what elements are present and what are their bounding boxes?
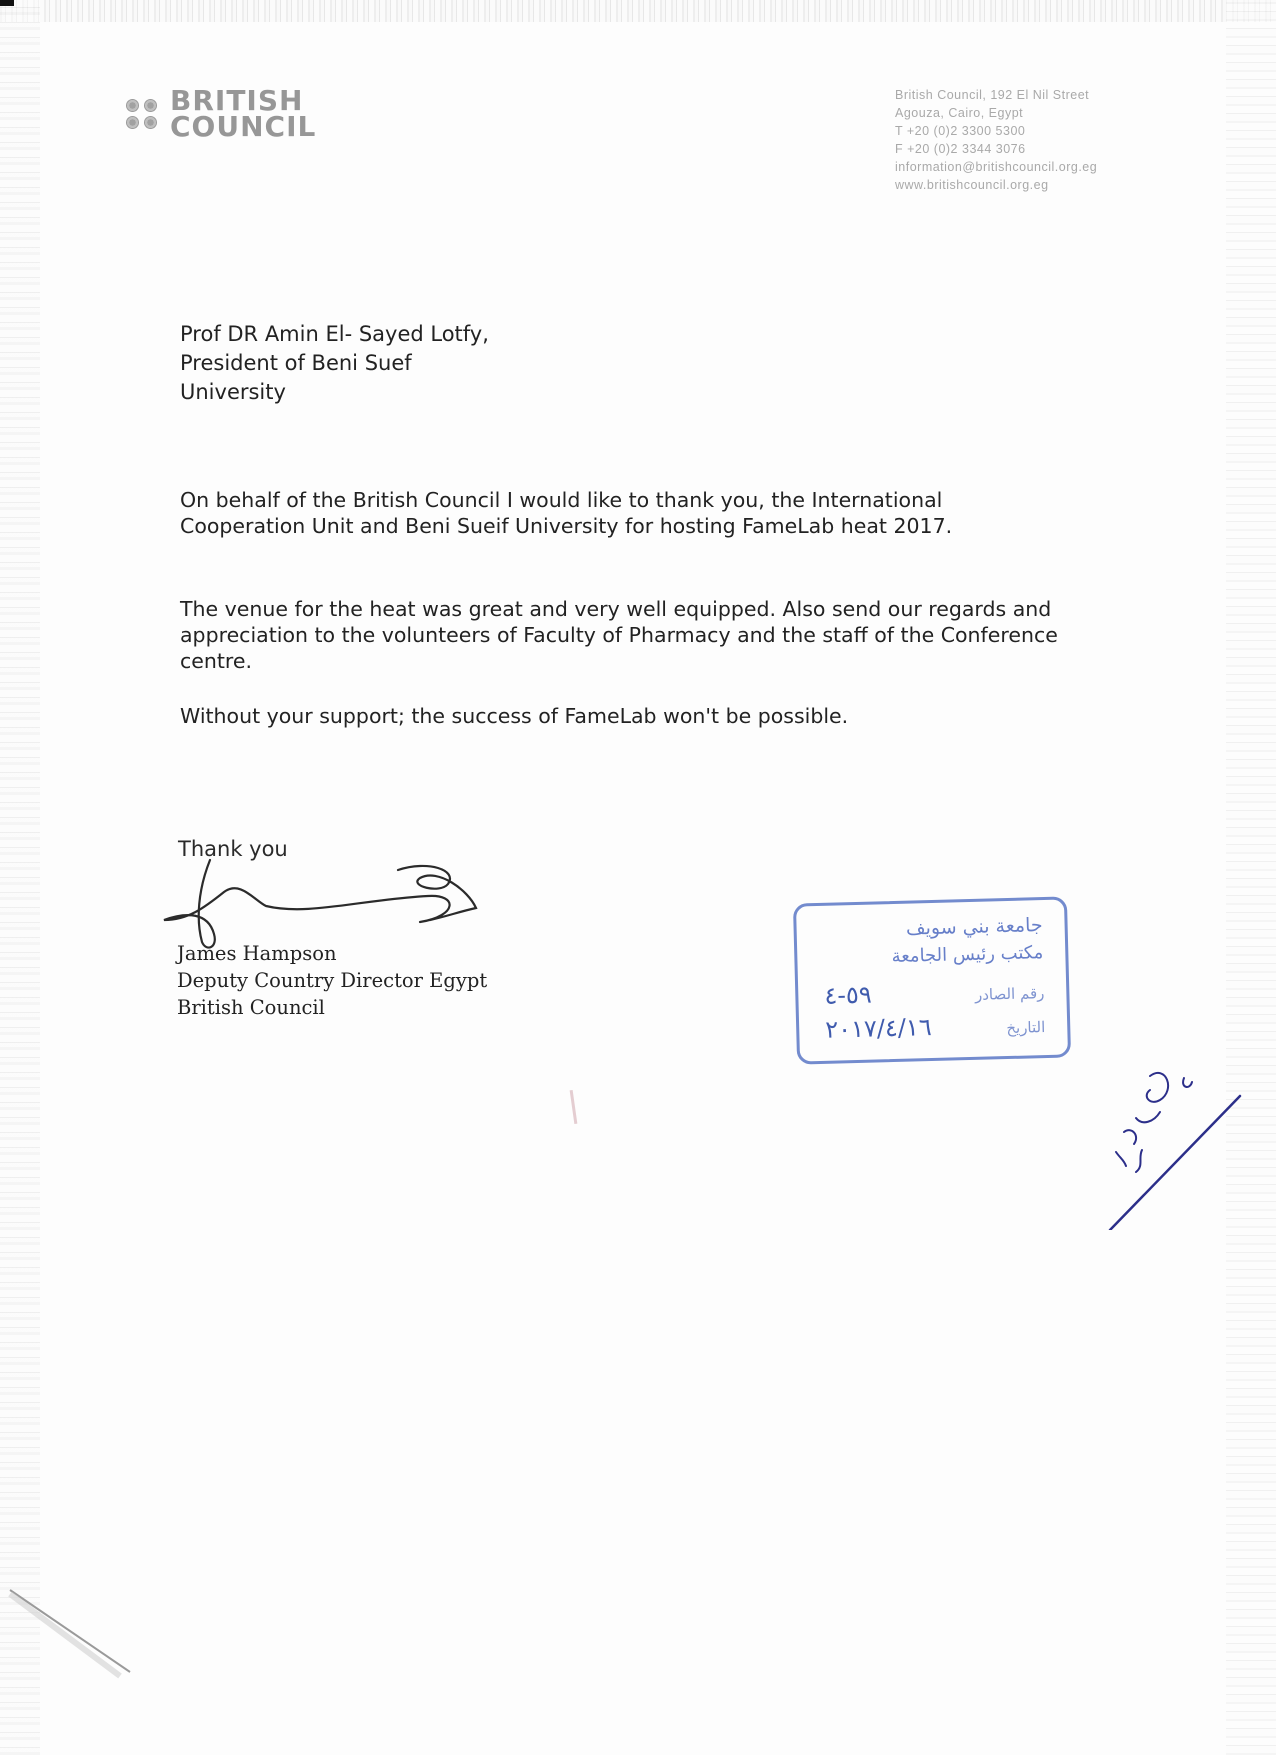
address-line: T +20 (0)2 3300 5300 (895, 124, 1026, 138)
scan-artifact-mark (570, 1090, 578, 1124)
recipient-title: President of Beni Suef (180, 351, 412, 375)
british-council-logo (126, 84, 317, 143)
address-line: F +20 (0)2 3344 3076 (895, 142, 1026, 156)
address-line: www.britishcouncil.org.eg (895, 178, 1049, 192)
stamp-date-row (825, 1010, 1046, 1044)
logo-dots-icon (126, 99, 158, 129)
signatory-name: James Hampson (177, 942, 337, 965)
university-stamp (793, 896, 1071, 1064)
letterhead-address (895, 86, 1097, 194)
stamp-date-value: ٢٠١٧/٤/١٦ (824, 1013, 932, 1044)
address-line: Agouza, Cairo, Egypt (895, 106, 1024, 120)
logo-line2: COUNCIL (170, 110, 317, 143)
logo-wordmark (170, 84, 317, 143)
stamp-number-label: رقم الصادر (974, 984, 1045, 1004)
stamp-number-row (824, 976, 1045, 1010)
handwritten-annotation (1080, 1060, 1250, 1230)
recipient-name: Prof DR Amin El- Sayed Lotfy, (180, 322, 489, 346)
stamp-university: جامعة بني سويف (905, 914, 1043, 940)
closing-text: Thank you (178, 837, 288, 861)
scan-edge-top (0, 0, 1276, 22)
stamp-number-value: ٥٩-٤ (823, 980, 873, 1010)
address-line: information@britishcouncil.org.eg (895, 160, 1098, 174)
signatory-organization: British Council (177, 996, 325, 1019)
scan-edge-right (1226, 0, 1276, 1755)
page-fold-shadow (0, 1580, 140, 1680)
address-line: British Council, 192 El Nil Street (895, 88, 1090, 102)
signatory-block (177, 940, 487, 1021)
signatory-title: Deputy Country Director Egypt (177, 969, 488, 992)
body-paragraph-1: On behalf of the British Council I would like to thank you, the International Cooperation Unit and Beni Sueif University for hosting FameLab heat 2017. (180, 488, 953, 538)
scan-corner-mark (0, 0, 14, 6)
body-paragraph-2: The venue for the heat was great and very well equipped. Also send our regards and appreciation to the volunteers of Faculty of Pharmacy and the staff of the Conference centre. (180, 597, 1058, 673)
recipient-block (180, 320, 489, 407)
scan-edge-left (0, 0, 40, 1755)
stamp-office: مكتب رئيس الجامعة (891, 942, 1044, 968)
body-paragraph-3: Without your support; the success of FameLab won't be possible. (180, 704, 849, 728)
recipient-institution: University (180, 380, 286, 404)
logo-line1: BRITISH (170, 84, 304, 117)
stamp-date-label: التاريخ (1006, 1018, 1046, 1038)
